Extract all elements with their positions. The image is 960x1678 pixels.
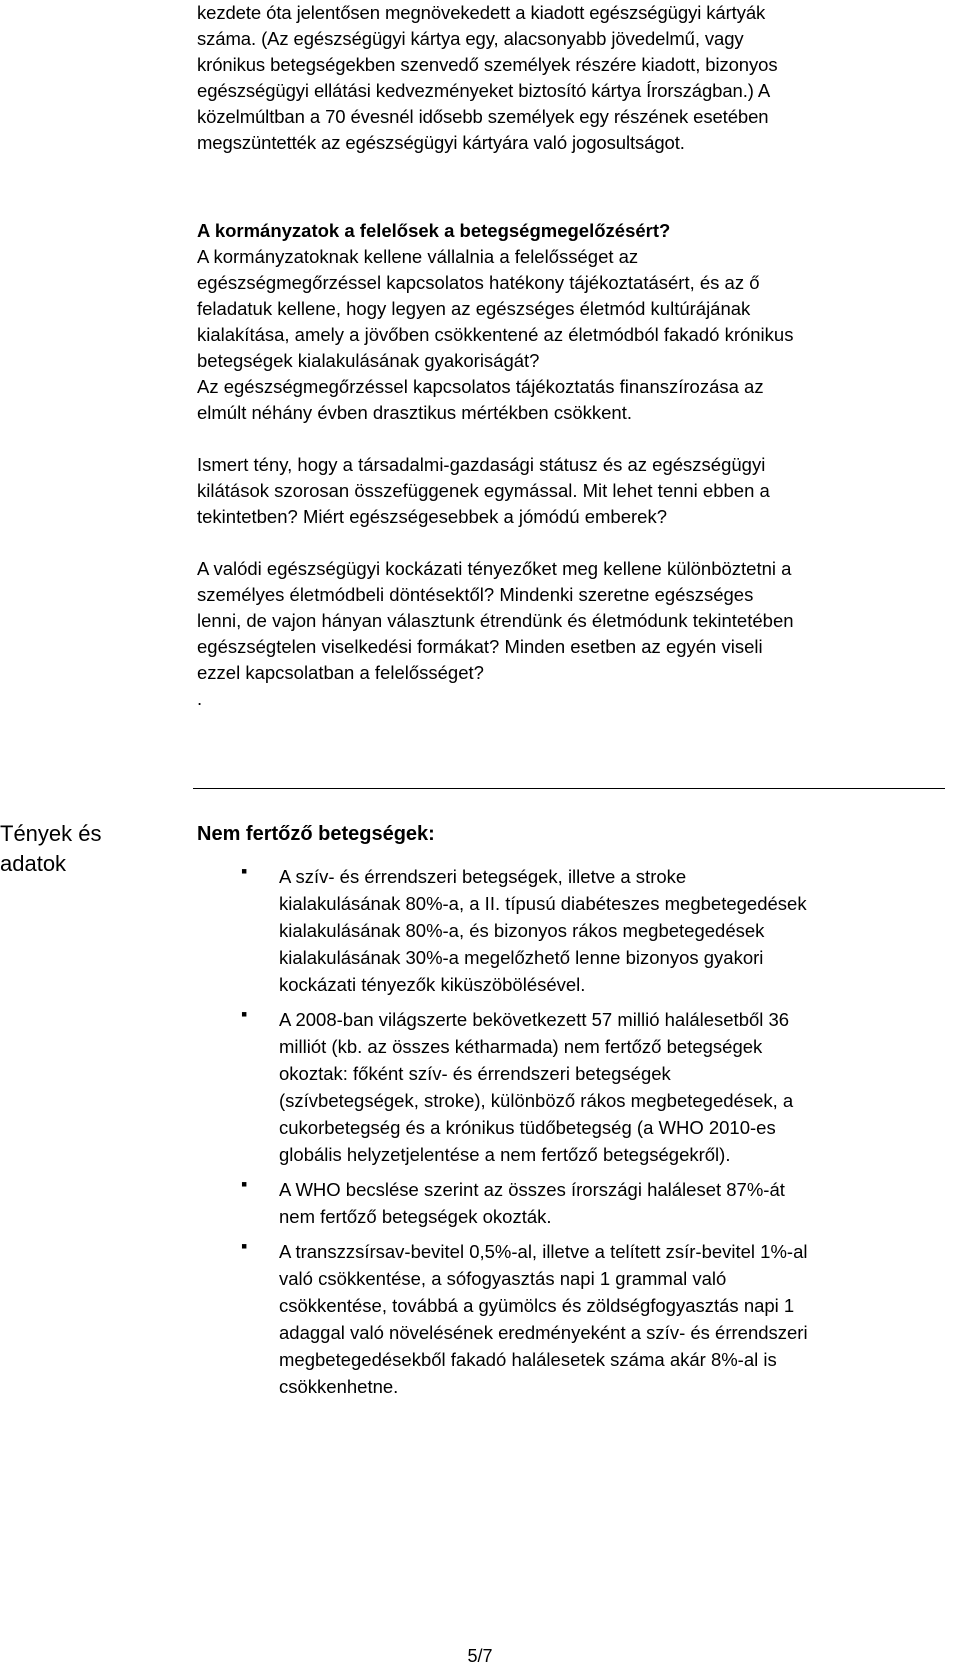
section-paragraph-2 (197, 452, 942, 530)
text-line: kialakulásának 30%-a megelőzhető lenne bizonyos gyakori (279, 947, 764, 968)
text-line: elmúlt néhány évben drasztikus mértékben csökkent. (197, 402, 632, 423)
text-line: A 2008-ban világszerte bekövetkezett 57 millió halálesetből 36 (279, 1009, 790, 1030)
section-heading: A kormányzatok a felelősek a betegségmegelőzésért? (197, 220, 671, 241)
bullet-icon: ▪ (241, 1174, 248, 1194)
text-line: . (197, 688, 203, 709)
text-line: A kormányzatoknak kellene vállalnia a felelősséget az (197, 246, 639, 267)
intro-line: kezdete óta jelentősen megnövekedett a kiadott egészségügyi kártyák (197, 2, 766, 23)
text-line: csökkenhetne. (279, 1376, 399, 1397)
list-item (197, 863, 942, 998)
text-line: való csökkentése, a sófogyasztás napi 1 grammal való (279, 1268, 727, 1289)
list-item (197, 1238, 942, 1400)
text-line: (szívbetegségek, stroke), különböző rákos megbetegedések, a (279, 1090, 794, 1111)
text-line: kilátások szorosan összefüggenek egymással. Mit lehet tenni ebben a (197, 480, 770, 501)
text-line: cukorbetegség és a krónikus tüdőbetegség (a WHO 2010-es (279, 1117, 776, 1138)
text-line: A valódi egészségügyi kockázati tényezőket meg kellene különböztetni a (197, 558, 792, 579)
text-line: kockázati tényezők kiküszöbölésével. (279, 974, 586, 995)
text-line: Az egészségmegőrzéssel kapcsolatos tájékoztatás finanszírozása az (197, 376, 764, 397)
bullet-icon: ▪ (241, 861, 248, 881)
text-line: A WHO becslése szerint az összes írországi haláleset 87%-át (279, 1179, 785, 1200)
intro-line: egészségügyi ellátási kedvezményeket biztosító kártya Írországban.) A (197, 80, 771, 101)
text-line: megbetegedésekből fakadó halálesetek száma akár 8%-al is (279, 1349, 777, 1370)
facts-label-line: Tények és (0, 821, 102, 846)
text-line: nem fertőző betegségek okozták. (279, 1206, 552, 1227)
text-line: személyes életmódbeli döntésektől? Mindenki szeretne egészséges (197, 584, 754, 605)
bullet-icon: ▪ (241, 1236, 248, 1256)
spacer (197, 530, 942, 556)
text-line: betegségek kialakulásának gyakoriságát? (197, 350, 540, 371)
text-line: Ismert tény, hogy a társadalmi-gazdasági státusz és az egészségügyi (197, 454, 766, 475)
text-line: kialakulásának 80%-a, és bizonyos rákos megbetegedések (279, 920, 765, 941)
text-line: globális helyzetjelentése a nem fertőző betegségekről). (279, 1144, 731, 1165)
text-line: okoztak: főként szív- és érrendszeri betegségek (279, 1063, 671, 1084)
text-line: adaggal való növelésének eredményeként a szív- és érrendszeri (279, 1322, 808, 1343)
text-line: csökkentése, továbbá a gyümölcs és zöldségfogyasztás napi 1 (279, 1295, 795, 1316)
list-item (197, 1176, 942, 1230)
facts-heading: Nem fertőző betegségek: (197, 823, 435, 845)
intro-line: megszüntették az egészségügyi kártyára való jogosultságot. (197, 132, 685, 153)
intro-line: közelmúltban a 70 évesnél idősebb személyek egy részének esetében (197, 106, 769, 127)
facts-sidebar-label (0, 819, 150, 879)
text-line: tekintetben? Miért egészségesebbek a jómódú emberek? (197, 506, 667, 527)
text-line: A transzzsírsav-bevitel 0,5%-al, illetve a telített zsír-bevitel 1%-al (279, 1241, 808, 1262)
spacer (197, 156, 942, 218)
text-line: milliót (kb. az összes kétharmada) nem fertőző betegségek (279, 1036, 763, 1057)
main-column (197, 0, 942, 712)
section-paragraph-1 (197, 244, 942, 426)
section-divider (193, 788, 945, 789)
facts-column (197, 819, 942, 1408)
spacer (197, 426, 942, 452)
text-line: ezzel kapcsolatban a felelősséget? (197, 662, 484, 683)
text-line: kialakítása, amely a jövőben csökkentené az életmódból fakadó krónikus (197, 324, 794, 345)
text-line: kialakulásának 80%-a, a II. típusú diabéteszes megbetegedések (279, 893, 807, 914)
page-number: 5/7 (467, 1646, 493, 1666)
facts-list (197, 863, 942, 1400)
text-line: lenni, de vajon hányan választunk étrendünk és életmódunk tekintetében (197, 610, 794, 631)
bullet-icon: ▪ (241, 1004, 248, 1024)
intro-line: krónikus betegségekben szenvedő személyek részére kiadott, bizonyos (197, 54, 778, 75)
intro-line: száma. (Az egészségügyi kártya egy, alacsonyabb jövedelmű, vagy (197, 28, 744, 49)
list-item (197, 1006, 942, 1168)
intro-paragraph (197, 0, 942, 156)
text-line: egészségtelen viselkedési formákat? Minden esetben az egyén viseli (197, 636, 763, 657)
text-line: feladatuk kellene, hogy legyen az egészséges életmód kultúrájának (197, 298, 751, 319)
text-line: A szív- és érrendszeri betegségek, illetve a stroke (279, 866, 687, 887)
facts-label-line: adatok (0, 851, 67, 876)
section-paragraph-3 (197, 556, 942, 712)
text-line: egészségmegőrzéssel kapcsolatos hatékony tájékoztatásért, és az ő (197, 272, 760, 293)
